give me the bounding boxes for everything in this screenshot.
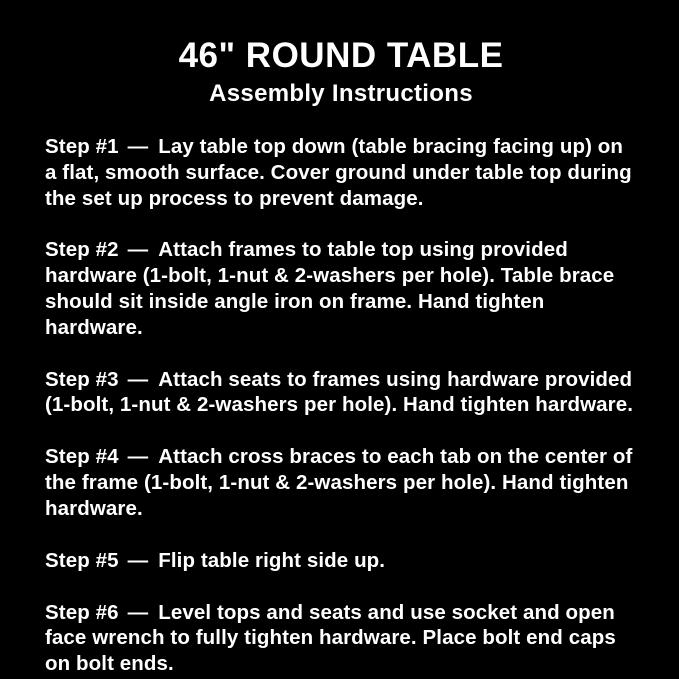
step-dash: —: [127, 600, 149, 624]
steps-list: [45, 134, 637, 677]
step-label: Step #4: [45, 445, 119, 469]
page-header: [45, 36, 637, 108]
step-dash: —: [127, 238, 149, 262]
step-text: Flip table right side up.: [158, 548, 386, 572]
step-item-6: [45, 600, 637, 677]
step-dash: —: [127, 548, 149, 572]
step-label: Step #6: [45, 600, 119, 624]
step-label: Step #2: [45, 238, 119, 262]
step-dash: —: [127, 134, 149, 158]
step-text: Attach seats to frames using hardware provided (1-bolt, 1-nut & 2-washers per hole). Hand tighten hardware.: [45, 367, 634, 417]
step-dash: —: [127, 367, 149, 391]
page-title: 46" ROUND TABLE: [178, 36, 504, 75]
step-text: Level tops and seats and use socket and open face wrench to fully tighten hardware. Place bolt end caps on bolt ends.: [45, 600, 616, 676]
step-item-5: [45, 548, 637, 574]
step-text: Attach frames to table top using provided hardware (1-bolt, 1-nut & 2-washers per hole). Table brace should sit inside angle iron on frame. Hand tighten hardware.: [45, 238, 615, 339]
step-label: Step #5: [45, 548, 119, 572]
step-item-2: [45, 237, 637, 340]
step-item-3: [45, 367, 637, 419]
step-text: Lay table top down (table bracing facing up) on a flat, smooth surface. Cover ground under table top during the set up process to prevent damage.: [45, 134, 632, 210]
step-text: Attach cross braces to each tab on the center of the frame (1-bolt, 1-nut & 2-washers per hole). Hand tighten hardware.: [45, 445, 633, 520]
step-dash: —: [127, 445, 149, 469]
step-item-1: [45, 134, 637, 211]
page-subtitle: Assembly Instructions: [209, 80, 473, 108]
step-item-4: [45, 444, 637, 521]
step-label: Step #1: [45, 134, 119, 158]
step-label: Step #3: [45, 367, 119, 391]
